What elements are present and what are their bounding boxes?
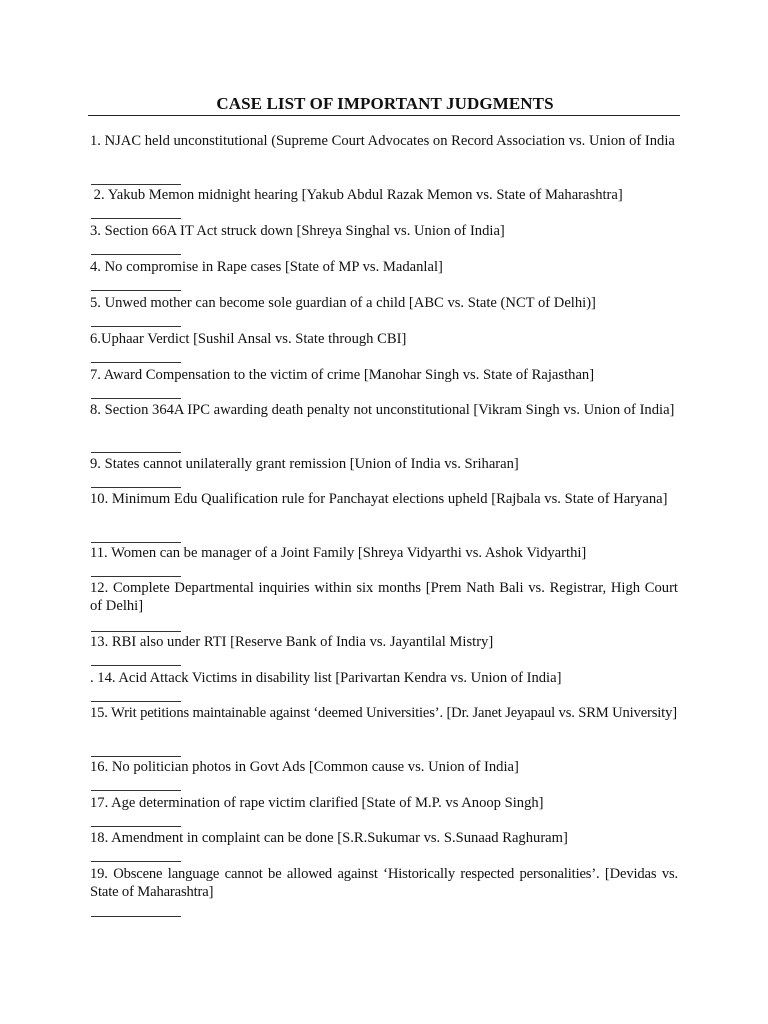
case-text: . 14. Acid Attack Victims in disability list [Parivartan Kendra vs. Union of India] [90,670,562,686]
separator-line [91,290,181,291]
case-text: 2. Yakub Memon midnight hearing [Yakub Abdul Razak Memon vs. State of Maharashtra] [90,187,623,203]
case-text: 16. No politician photos in Govt Ads [Common cause vs. Union of India] [90,759,519,775]
case-item-7 [90,366,678,384]
separator-line [91,756,181,757]
separator-line [91,542,181,543]
separator-line [91,326,181,327]
separator-line [91,362,181,363]
document-title: CASE LIST OF IMPORTANT JUDGMENTS [216,94,554,113]
case-item-3 [90,222,678,240]
separator-line [91,790,181,791]
separator-line [91,826,181,827]
case-text: 7. Award Compensation to the victim of crime [Manohar Singh vs. State of Rajasthan] [90,367,595,383]
separator-line [91,398,181,399]
case-text: 18. Amendment in complaint can be done [S.R.Sukumar vs. S.Sunaad Raghuram] [90,830,568,846]
case-item-18 [90,829,678,847]
separator-line [91,665,181,666]
case-item-15 [90,704,678,722]
separator-line [91,487,181,488]
case-text: 3. Section 66A IT Act struck down [Shreya Singhal vs. Union of India] [90,223,505,239]
title-underline [88,115,680,116]
case-item-10 [90,490,678,508]
case-item-16 [90,758,678,776]
case-item-11 [90,544,678,562]
case-text: 11. Women can be manager of a Joint Family [Shreya Vidyarthi vs. Ashok Vidyarthi] [90,545,587,561]
case-item-5 [90,294,678,312]
case-text: 1. NJAC held unconstitutional (Supreme Court Advocates on Record Association vs. Union of India [90,133,675,149]
case-text: 13. RBI also under RTI [Reserve Bank of India vs. Jayantilal Mistry] [90,634,494,650]
case-item-19 [90,865,678,901]
case-text: 4. No compromise in Rape cases [State of MP vs. Madanlal] [90,259,443,275]
case-text: 19. Obscene language cannot be allowed against ‘Historically respected personalities’. [Devidas vs. State of Maharashtra] [90,866,678,900]
case-item-1 [90,132,678,150]
case-text: 17. Age determination of rape victim clarified [State of M.P. vs Anoop Singh] [90,795,544,811]
case-text: 5. Unwed mother can become sole guardian of a child [ABC vs. State (NCT of Delhi)] [90,295,596,311]
case-item-9 [90,455,678,473]
case-text: 8. Section 364A IPC awarding death penalty not unconstitutional [Vikram Singh vs. Union of India] [90,402,675,418]
separator-line [91,861,181,862]
separator-line [91,631,181,632]
case-item-2 [90,186,678,204]
case-item-12 [90,579,678,615]
separator-line [91,254,181,255]
separator-line [91,916,181,917]
case-text: 9. States cannot unilaterally grant remission [Union of India vs. Sriharan] [90,456,519,472]
case-text: 6.Uphaar Verdict [Sushil Ansal vs. State through CBI] [90,331,407,347]
case-item-14 [90,669,678,687]
case-item-6 [90,330,678,348]
separator-line [91,184,181,185]
separator-line [91,576,181,577]
case-item-4 [90,258,678,276]
separator-line [91,701,181,702]
separator-line [91,452,181,453]
case-text: 10. Minimum Edu Qualification rule for Panchayat elections upheld [Rajbala vs. State of Haryana] [90,491,668,507]
case-text: 15. Writ petitions maintainable against ‘deemed Universities’. [Dr. Janet Jeyapaul vs. SRM University] [90,705,677,721]
case-item-17 [90,794,678,812]
separator-line [91,218,181,219]
case-item-8 [90,401,678,419]
case-text: 12. Complete Departmental inquiries within six months [Prem Nath Bali vs. Registrar, High Court of Delhi] [90,580,678,614]
case-item-13 [90,633,678,651]
